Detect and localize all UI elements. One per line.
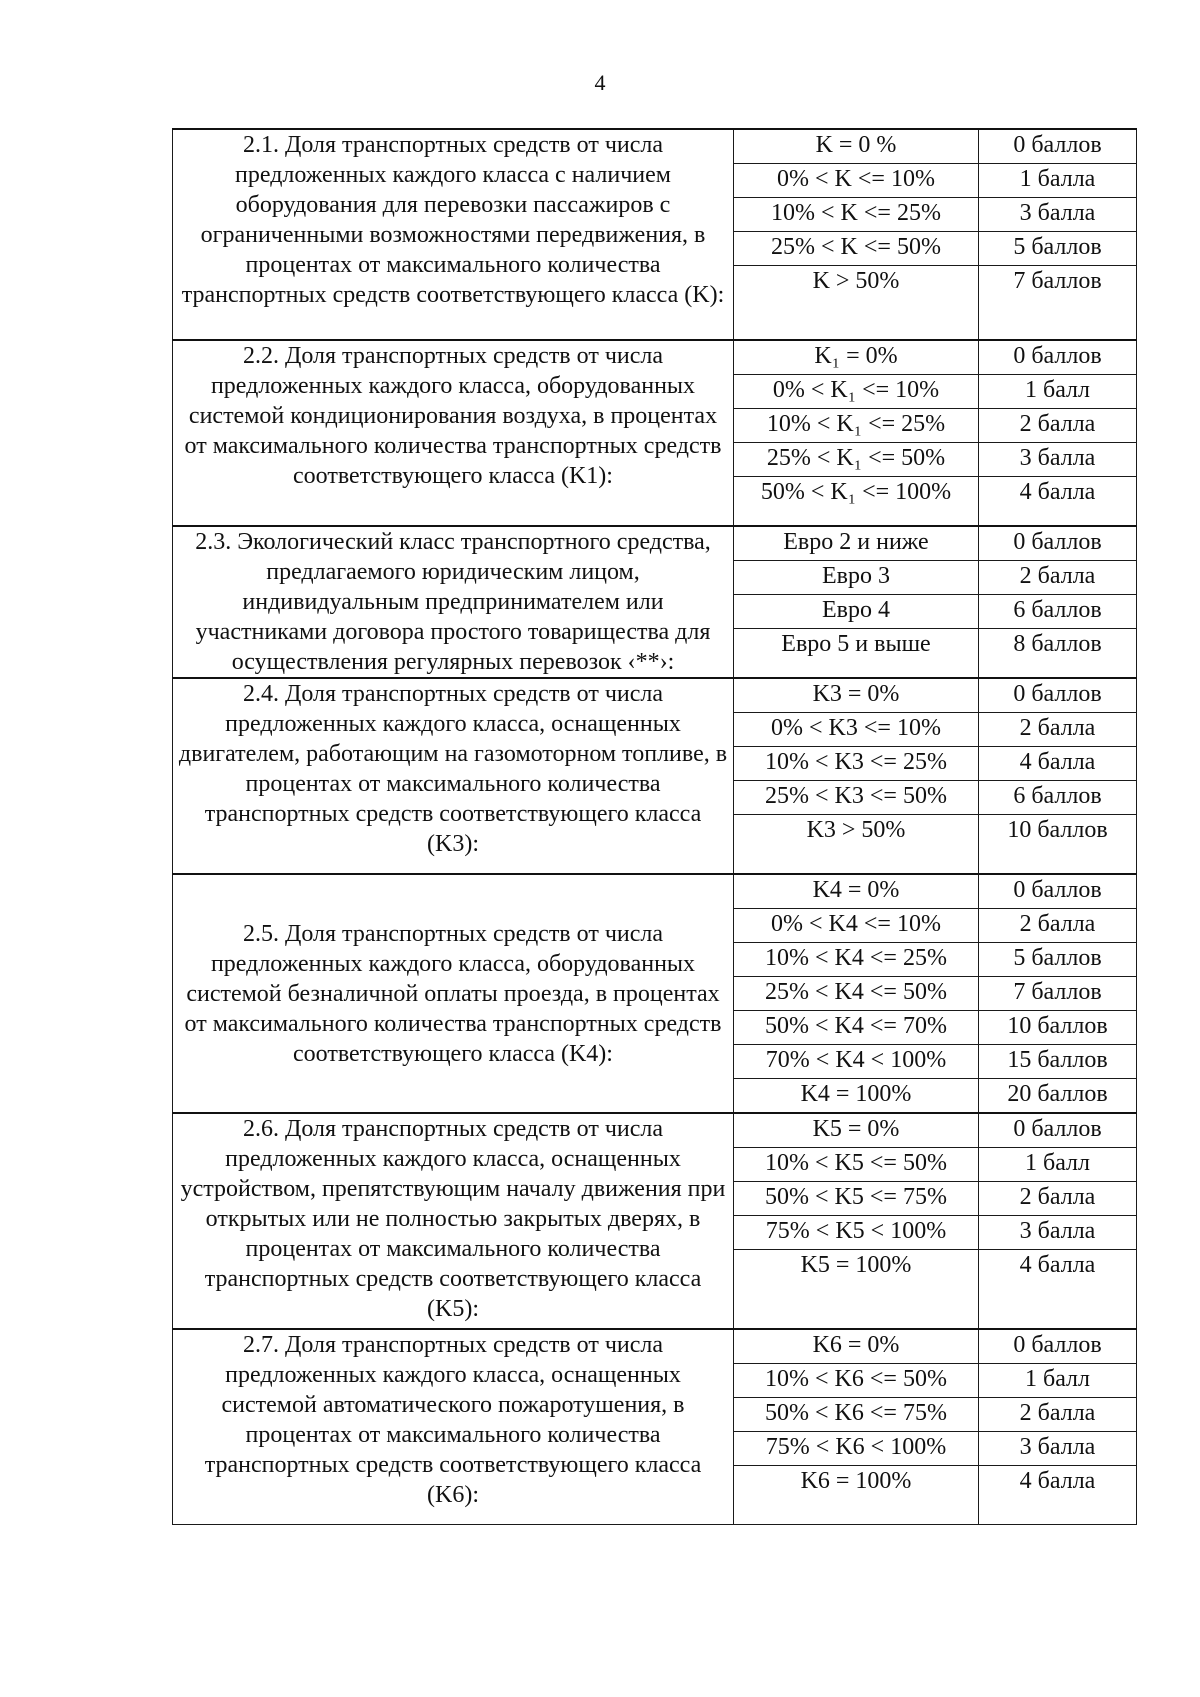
condition-cell: 50% < K5 <= 75% <box>734 1182 979 1216</box>
score-cell: 1 балла <box>979 164 1137 198</box>
score-cell: 1 балл <box>979 375 1137 409</box>
condition-cell: 10% < K <= 25% <box>734 198 979 232</box>
score-cell: 10 баллов <box>979 815 1137 875</box>
score-cell: 0 баллов <box>979 340 1137 375</box>
condition-cell: K6 = 0% <box>734 1329 979 1364</box>
condition-cell: Евро 3 <box>734 561 979 595</box>
score-cell: 10 баллов <box>979 1011 1137 1045</box>
condition-cell: K5 = 100% <box>734 1250 979 1330</box>
criteria-row <box>173 526 1137 561</box>
score-cell: 5 баллов <box>979 232 1137 266</box>
criteria-table <box>172 128 1137 1525</box>
condition-cell: 25% < K4 <= 50% <box>734 977 979 1011</box>
condition-cell: 25% < K3 <= 50% <box>734 781 979 815</box>
criteria-row <box>173 129 1137 164</box>
condition-cell: 25% < K₁ <= 50% <box>734 443 979 477</box>
condition-cell: K4 = 100% <box>734 1079 979 1114</box>
condition-cell: 75% < K5 < 100% <box>734 1216 979 1250</box>
criteria-row <box>173 678 1137 713</box>
criteria-row <box>173 340 1137 375</box>
score-cell: 8 баллов <box>979 629 1137 679</box>
score-cell: 0 баллов <box>979 1113 1137 1148</box>
condition-cell: 10% < K6 <= 50% <box>734 1364 979 1398</box>
score-cell: 3 балла <box>979 1432 1137 1466</box>
criterion-description: 2.2. Доля транспортных средств от числа предложенных каждого класса, оборудованных системой кондиционирования воздуха, в процентах от максимального количества транспортных средств соответствующего класса (K1): <box>173 340 734 526</box>
score-cell: 5 баллов <box>979 943 1137 977</box>
score-cell: 6 баллов <box>979 781 1137 815</box>
condition-cell: K3 = 0% <box>734 678 979 713</box>
score-cell: 1 балл <box>979 1364 1137 1398</box>
condition-cell: K > 50% <box>734 266 979 341</box>
condition-cell: K₁ = 0% <box>734 340 979 375</box>
condition-cell: K3 > 50% <box>734 815 979 875</box>
condition-cell: 0% < K <= 10% <box>734 164 979 198</box>
score-cell: 7 баллов <box>979 977 1137 1011</box>
criterion-description: 2.5. Доля транспортных средств от числа предложенных каждого класса, оборудованных системой безналичной оплаты проезда, в процентах от максимального количества транспортных средств соответствующего класса (K4): <box>173 874 734 1113</box>
score-cell: 0 баллов <box>979 678 1137 713</box>
condition-cell: 0% < K3 <= 10% <box>734 713 979 747</box>
criterion-description: 2.7. Доля транспортных средств от числа предложенных каждого класса, оснащенных системой автоматического пожаротушения, в процентах от максимального количества транспортных средств соответствующего класса (K6): <box>173 1329 734 1525</box>
condition-cell: 10% < K3 <= 25% <box>734 747 979 781</box>
score-cell: 2 балла <box>979 713 1137 747</box>
score-cell: 3 балла <box>979 443 1137 477</box>
score-cell: 4 балла <box>979 747 1137 781</box>
condition-cell: 10% < K₁ <= 25% <box>734 409 979 443</box>
condition-cell: K = 0 % <box>734 129 979 164</box>
condition-cell: 75% < K6 < 100% <box>734 1432 979 1466</box>
score-cell: 20 баллов <box>979 1079 1137 1114</box>
score-cell: 0 баллов <box>979 526 1137 561</box>
condition-cell: 10% < K5 <= 50% <box>734 1148 979 1182</box>
score-cell: 0 баллов <box>979 129 1137 164</box>
criteria-row <box>173 1329 1137 1364</box>
condition-cell: K4 = 0% <box>734 874 979 909</box>
criterion-description: 2.1. Доля транспортных средств от числа предложенных каждого класса с наличием оборудования для перевозки пассажиров с ограниченными возможностями передвижения, в процентах от максимального количества транспортных средств соответствующего класса (K): <box>173 129 734 340</box>
condition-cell: 10% < K4 <= 25% <box>734 943 979 977</box>
criteria-row <box>173 874 1137 909</box>
condition-cell: 50% < K₁ <= 100% <box>734 477 979 527</box>
criterion-description: 2.6. Доля транспортных средств от числа предложенных каждого класса, оснащенных устройством, препятствующим началу движения при открытых или не полностью закрытых дверях, в процентах от максимального количества транспортных средств соответствующего класса (K5): <box>173 1113 734 1329</box>
score-cell: 4 балла <box>979 477 1137 527</box>
condition-cell: 50% < K6 <= 75% <box>734 1398 979 1432</box>
condition-cell: K6 = 100% <box>734 1466 979 1525</box>
score-cell: 0 баллов <box>979 1329 1137 1364</box>
score-cell: 0 баллов <box>979 874 1137 909</box>
condition-cell: 50% < K4 <= 70% <box>734 1011 979 1045</box>
score-cell: 15 баллов <box>979 1045 1137 1079</box>
score-cell: 4 балла <box>979 1250 1137 1330</box>
criteria-row <box>173 1113 1137 1148</box>
condition-cell: Евро 5 и выше <box>734 629 979 679</box>
condition-cell: 25% < K <= 50% <box>734 232 979 266</box>
condition-cell: 0% < K₁ <= 10% <box>734 375 979 409</box>
score-cell: 3 балла <box>979 1216 1137 1250</box>
criterion-description: 2.4. Доля транспортных средств от числа предложенных каждого класса, оснащенных двигателем, работающим на газомоторном топливе, в процентах от максимального количества транспортных средств соответствующего класса (K3): <box>173 678 734 874</box>
score-cell: 3 балла <box>979 198 1137 232</box>
score-cell: 2 балла <box>979 1182 1137 1216</box>
condition-cell: Евро 2 и ниже <box>734 526 979 561</box>
score-cell: 2 балла <box>979 909 1137 943</box>
score-cell: 2 балла <box>979 561 1137 595</box>
criterion-description: 2.3. Экологический класс транспортного средства, предлагаемого юридическим лицом, индивидуальным предпринимателем или участниками договора простого товарищества для осуществления регулярных перевозок ‹**›: <box>173 526 734 678</box>
page-number: 4 <box>594 70 606 95</box>
score-cell: 1 балл <box>979 1148 1137 1182</box>
condition-cell: 0% < K4 <= 10% <box>734 909 979 943</box>
score-cell: 6 баллов <box>979 595 1137 629</box>
score-cell: 2 балла <box>979 1398 1137 1432</box>
condition-cell: 70% < K4 < 100% <box>734 1045 979 1079</box>
score-cell: 2 балла <box>979 409 1137 443</box>
score-cell: 7 баллов <box>979 266 1137 341</box>
condition-cell: Евро 4 <box>734 595 979 629</box>
condition-cell: K5 = 0% <box>734 1113 979 1148</box>
score-cell: 4 балла <box>979 1466 1137 1525</box>
